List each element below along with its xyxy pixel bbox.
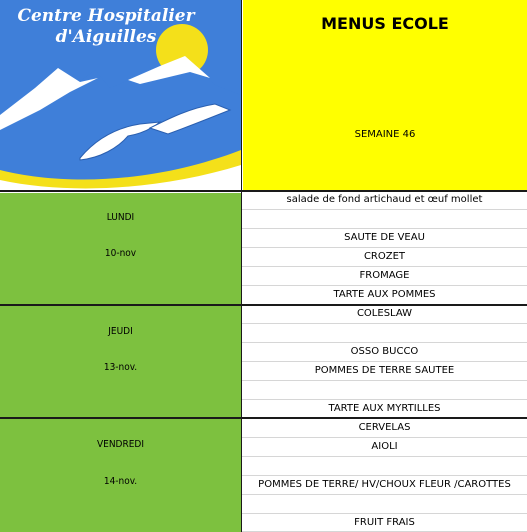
menu-item: salade de fond artichaud et œuf mollet — [242, 191, 527, 210]
menu-item: POMMES DE TERRE SAUTEE — [242, 362, 527, 381]
menu-item: SAUTE DE VEAU — [242, 229, 527, 248]
day-date: 13-nov. — [103, 362, 138, 373]
menu-item: POMMES DE TERRE/ HV/CHOUX FLEUR /CAROTTES — [242, 476, 527, 495]
menu-item: CROZET — [242, 248, 527, 267]
divider — [0, 190, 527, 192]
menu-item — [242, 210, 527, 229]
day-name: JEUDI — [108, 326, 133, 337]
menu-item: FRUIT FRAIS — [242, 514, 527, 532]
menu-item: AIOLI — [242, 438, 527, 457]
menu-item: OSSO BUCCO — [242, 343, 527, 362]
menu-item: TARTE AUX POMMES — [242, 286, 527, 305]
menu-item — [242, 324, 527, 343]
divider — [0, 304, 527, 306]
menu-title: MENUS ECOLE — [321, 14, 449, 33]
menu-item — [242, 495, 527, 514]
day-block-jeudi — [0, 306, 241, 417]
day-name: LUNDI — [106, 212, 135, 223]
hospital-logo — [0, 0, 241, 191]
day-date: 10-nov — [104, 248, 137, 259]
day-name: VENDREDI — [96, 439, 144, 450]
column-divider — [241, 0, 242, 532]
menu-item — [242, 457, 527, 476]
logo-text: Centre Hospitalier d'Aiguilles — [17, 6, 195, 47]
menu-item: TARTE AUX MYRTILLES — [242, 400, 527, 419]
week-label: SEMAINE 46 — [354, 129, 416, 140]
menu-header — [242, 0, 527, 191]
day-date: 14-nov. — [103, 476, 138, 487]
day-block-lundi — [0, 193, 241, 304]
menu-item: COLESLAW — [242, 305, 527, 324]
divider — [0, 417, 527, 419]
menu-item: CERVELAS — [242, 419, 527, 438]
day-block-vendredi — [0, 419, 241, 532]
menu-item: FROMAGE — [242, 267, 527, 286]
menu-item — [242, 381, 527, 400]
